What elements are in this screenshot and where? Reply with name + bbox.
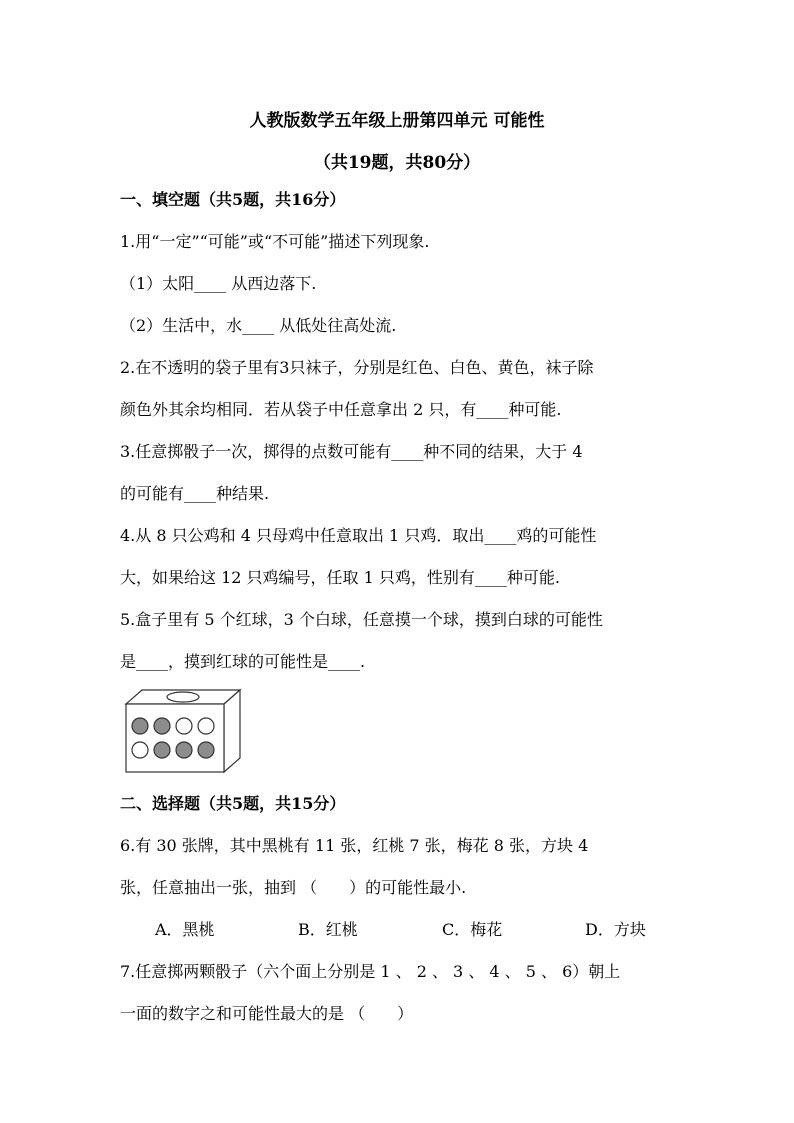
question-2-line-1: 2.在不透明的袋子里有3只袜子，分别是红色、白色、黄色，袜子除 xyxy=(120,358,594,377)
question-1-part-1: （1）太阳____ 从西边落下. xyxy=(120,274,317,293)
question-3-line-2: 的可能有____种结果. xyxy=(120,484,270,503)
section-heading-fill-blank: 一、填空题（共5题，共16分） xyxy=(120,190,346,209)
question-7-line-1: 7.任意掷两颗骰子（六个面上分别是 1 、 2 、 3 、 4 、 5 、 6）朝上 xyxy=(120,962,621,981)
red-ball xyxy=(176,742,192,758)
box-opening xyxy=(167,692,199,702)
white-ball xyxy=(198,718,214,734)
option-b[interactable]: B．红桃 xyxy=(298,920,358,939)
red-ball xyxy=(154,718,170,734)
option-c[interactable]: C．梅花 xyxy=(442,920,503,939)
question-5-line-1: 5.盒子里有 5 个红球，3 个白球，任意摸一个球，摸到白球的可能性 xyxy=(120,610,603,629)
question-7-line-2: 一面的数字之和可能性最大的是 （ ） xyxy=(120,1004,414,1023)
question-1: 1.用“一定”“可能”或“不可能”描述下列现象. xyxy=(120,232,430,251)
ball-box-figure xyxy=(120,688,246,776)
white-ball xyxy=(176,718,192,734)
option-d[interactable]: D．方块 xyxy=(585,920,646,939)
page-subtitle: （共19题，共80分） xyxy=(313,153,481,173)
section-heading-multiple-choice: 二、选择题（共5题，共15分） xyxy=(120,794,346,813)
page-title: 人教版数学五年级上册第四单元 可能性 xyxy=(249,111,545,131)
question-4-line-1: 4.从 8 只公鸡和 4 只母鸡中任意取出 1 只鸡．取出____鸡的可能性 xyxy=(120,526,597,545)
question-4-line-2: 大，如果给这 12 只鸡编号，任取 1 只鸡，性别有____种可能. xyxy=(120,568,560,587)
box-side-face xyxy=(224,690,240,772)
box-front-face xyxy=(126,704,224,772)
question-6-line-2: 张，任意抽出一张，抽到 （ ）的可能性最小. xyxy=(120,878,467,897)
red-ball xyxy=(154,742,170,758)
question-5-line-2: 是____，摸到红球的可能性是____. xyxy=(120,652,366,671)
question-2-line-2: 颜色外其余均相同．若从袋子中任意拿出 2 只，有____种可能. xyxy=(120,400,562,419)
question-3-line-1: 3.任意掷骰子一次，掷得的点数可能有____种不同的结果，大于 4 xyxy=(120,442,583,461)
question-1-part-2: （2）生活中，水____ 从低处往高处流. xyxy=(120,316,397,335)
red-ball xyxy=(198,742,214,758)
question-6-line-1: 6.有 30 张牌，其中黑桃有 11 张，红桃 7 张，梅花 8 张，方块 4 xyxy=(120,836,589,855)
red-ball xyxy=(132,718,148,734)
option-a[interactable]: A．黑桃 xyxy=(155,920,215,939)
white-ball xyxy=(132,742,148,758)
